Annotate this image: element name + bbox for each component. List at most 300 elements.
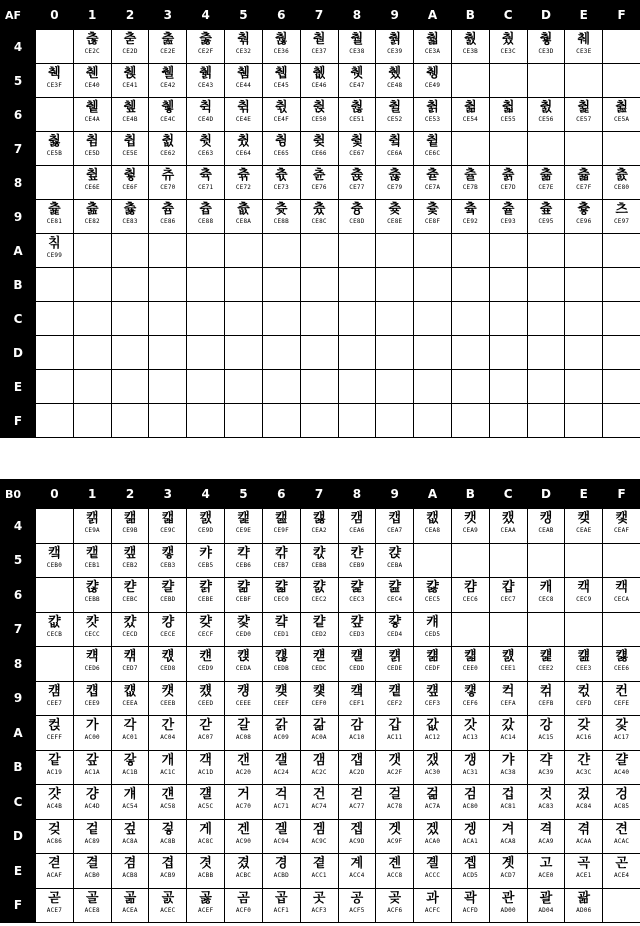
char-cell [603,819,640,854]
table-row [1,681,640,716]
code-label: AC77 [349,803,365,810]
hangul-glyph: 췻 [199,134,212,149]
code-label: ACE4 [613,872,630,879]
code-label: AC14 [500,734,516,741]
hangul-glyph: 걱 [275,787,288,802]
char-cell [262,854,300,889]
hangul-glyph: 췿 [350,134,364,149]
char-cell [300,64,338,98]
code-label: CE76 [311,184,327,191]
code-label: CE53 [424,116,441,123]
code-label: CE57 [576,116,592,123]
hangul-glyph: 캝 [237,511,250,526]
code-label: CE3B [462,48,478,55]
hangul-glyph: 캼 [464,580,477,595]
char-cell [376,509,414,544]
code-label: CEC2 [311,596,327,603]
empty-cell [527,64,565,98]
empty-cell [376,336,414,370]
code-label: CEBA [387,561,403,569]
hangul-glyph: 괆 [577,890,591,906]
char-cell [225,819,263,854]
code-label: CE8F [424,218,441,225]
char-cell [338,716,376,751]
empty-cell [527,132,565,166]
char-cell [527,647,565,682]
code-label: ACD5 [462,872,478,879]
hangul-glyph: 컝 [237,683,250,699]
empty-cell [603,336,640,370]
code-label: AC8A [122,837,138,845]
hangul-glyph: 건 [312,787,326,802]
table-row [1,98,640,132]
code-label: AC4B [46,803,63,810]
code-label: CEAE [576,527,592,534]
hangul-glyph: 겟 [388,821,401,837]
hangul-glyph: 컊 [123,649,137,664]
hangul-glyph: 곱 [275,890,288,906]
char-cell [111,750,149,785]
empty-cell [73,404,111,438]
hangul-glyph: 겼 [237,856,250,871]
hangul-glyph: 캭 [237,545,250,561]
empty-cell [451,268,489,302]
hangul-glyph: 캵 [199,580,212,595]
code-label: CEB1 [84,561,100,569]
code-label: CEED [198,699,214,707]
hangul-glyph: 췠 [388,66,401,81]
row-header: E [1,854,36,889]
hangul-glyph: 겔 [275,821,288,837]
char-cell [149,509,187,544]
char-cell [111,785,149,820]
hangul-glyph: 곽 [464,890,477,906]
char-cell [603,578,640,613]
char-cell [603,509,640,544]
column-header: F [603,480,640,509]
empty-cell [603,234,640,268]
code-label: CEC5 [424,596,441,603]
empty-cell [603,268,640,302]
code-label: CE54 [462,116,478,123]
empty-cell [603,543,640,578]
code-label: CE3C [500,48,516,55]
char-cell [414,888,452,923]
char-cell [338,30,376,64]
code-label: CE7F [576,184,592,191]
char-cell [489,647,527,682]
table-row [1,30,640,64]
hangul-glyph: 컌 [199,649,212,664]
char-cell [73,647,111,682]
hangul-glyph: 걘 [161,787,175,802]
hangul-glyph: 캷 [275,580,288,595]
char-cell [262,785,300,820]
char-cell [414,716,452,751]
char-cell [187,716,225,751]
char-cell [73,543,111,578]
code-label: CE8B [273,218,289,225]
char-cell [414,200,452,234]
hangul-glyph: 춶 [275,32,288,47]
char-cell [225,509,263,544]
hangul-glyph: 췵 [577,100,591,115]
char-cell [73,854,111,889]
code-label: AC85 [613,803,630,810]
empty-cell [527,268,565,302]
empty-cell [565,268,603,302]
empty-cell [262,370,300,404]
hangul-glyph: 츐 [615,168,628,183]
char-cell [225,64,263,98]
hangul-glyph: 걸 [388,787,401,802]
char-cell [565,578,603,613]
code-label: CE3E [576,48,592,55]
column-header: 0 [36,480,74,509]
empty-cell [565,612,603,647]
hangul-glyph: 곡 [577,856,591,871]
char-cell [111,64,149,98]
hangul-glyph: 겉 [85,821,99,837]
empty-cell [111,404,149,438]
hangul-glyph: 걀 [615,752,628,768]
char-cell [111,200,149,234]
hangul-glyph: 거 [237,787,250,802]
char-cell [527,819,565,854]
code-label: CE9C [160,527,176,534]
row-header: E [1,370,36,404]
hangul-glyph: 캸 [312,580,326,595]
char-cell [338,647,376,682]
empty-cell [603,370,640,404]
row-header: D [1,819,36,854]
char-cell [36,132,74,166]
hangul-glyph: 컎 [275,649,288,664]
empty-cell [489,234,527,268]
code-label: CE86 [160,218,176,225]
code-label: CEB9 [349,561,365,569]
empty-cell [149,302,187,336]
code-label: CEE6 [613,665,630,672]
char-cell [149,785,187,820]
code-label: ACAA [576,837,592,845]
char-cell [36,750,74,785]
code-label: CEDF [424,665,441,672]
hangul-glyph: 겝 [350,821,364,837]
code-label: CE6C [424,150,441,157]
char-cell [111,819,149,854]
char-cell [565,681,603,716]
table-row [1,785,640,820]
empty-cell [225,234,263,268]
empty-cell [489,268,527,302]
hangul-glyph: 겯 [48,856,61,871]
char-cell [338,543,376,578]
char-cell [111,166,149,200]
hangul-glyph: 캱 [388,545,401,561]
char-cell [527,200,565,234]
char-cell [451,647,489,682]
code-label: AC86 [46,837,63,845]
char-cell [527,750,565,785]
empty-cell [451,336,489,370]
row-header: 7 [1,132,36,166]
hangul-glyph: 췴 [539,100,553,115]
hangul-glyph: 캤 [501,511,515,526]
table-row [1,543,640,578]
code-label: ACEA [122,906,138,914]
empty-cell [451,234,489,268]
hangul-glyph: 춢 [161,32,175,47]
char-cell [603,750,640,785]
char-cell [489,509,527,544]
code-label: CE49 [424,82,441,89]
empty-cell [225,370,263,404]
row-header: 8 [1,166,36,200]
char-cell [376,132,414,166]
code-label: CE44 [235,82,252,89]
empty-cell [111,336,149,370]
code-label: ACBB [198,872,214,879]
hangul-glyph: 츃 [123,168,137,183]
hangul-glyph: 츆 [237,168,250,183]
empty-cell [414,370,452,404]
char-cell [414,785,452,820]
hangul-glyph: 캩 [85,545,99,561]
hangul-glyph: 츈 [312,168,326,183]
char-cell [187,647,225,682]
empty-cell [414,336,452,370]
hangul-glyph: 췌 [577,32,591,47]
code-label: CE2C [84,48,100,55]
hangul-glyph: 츌 [464,168,477,183]
code-label: AC9C [311,837,327,845]
char-cell [451,200,489,234]
char-cell [565,750,603,785]
hangul-glyph: 츊 [388,168,401,183]
empty-cell [489,612,527,647]
code-label: AC3C [576,768,592,776]
char-cell [149,30,187,64]
char-cell [111,647,149,682]
empty-cell [262,336,300,370]
code-label: CEB0 [46,561,63,569]
table-row [1,578,640,613]
hangul-glyph: 걔 [123,787,137,802]
char-cell [187,509,225,544]
empty-cell [225,404,263,438]
char-cell [489,785,527,820]
hangul-glyph: 곕 [464,856,477,871]
table-row [1,302,640,336]
code-label: CECC [84,630,100,638]
hangul-glyph: 췼 [237,134,250,149]
empty-cell [603,404,640,438]
code-label: AC17 [613,734,630,741]
char-cell [489,30,527,64]
code-label: AC70 [235,803,252,810]
empty-cell [527,543,565,578]
column-header: 9 [376,480,414,509]
char-cell [603,785,640,820]
char-cell [300,30,338,64]
hangul-glyph: 츏 [577,168,591,183]
hangul-glyph: 캽 [501,580,515,595]
hangul-glyph: 칚 [48,236,61,251]
empty-cell [36,509,74,544]
char-cell [300,647,338,682]
column-header: C [489,1,527,30]
char-cell [300,98,338,132]
char-cell [262,200,300,234]
hangul-glyph: 가 [85,718,99,733]
code-label: AD06 [576,906,592,914]
code-label: CE4E [235,116,252,123]
table-row [1,819,640,854]
char-cell [376,30,414,64]
code-label: AC30 [424,768,441,776]
char-cell [338,132,376,166]
char-cell [111,98,149,132]
char-cell [376,647,414,682]
hangul-glyph: 컣 [464,683,477,699]
table-row [1,509,640,544]
code-label: CE92 [462,218,478,225]
empty-cell [73,234,111,268]
column-header: 4 [187,480,225,509]
code-label: CEB7 [273,561,289,569]
char-cell [300,854,338,889]
empty-cell [36,578,74,613]
code-label: CED0 [235,630,252,638]
code-grid [0,0,640,438]
hangul-glyph: 춛 [123,32,137,47]
empty-cell [489,404,527,438]
table-row [1,750,640,785]
code-label: CE50 [311,116,327,123]
hangul-glyph: 곬 [161,890,175,906]
hangul-glyph: 갗 [615,718,628,733]
char-cell [73,578,111,613]
char-cell [338,64,376,98]
hangul-glyph: 췞 [312,66,326,81]
hangul-glyph: 츑 [48,202,61,217]
char-cell [36,681,74,716]
hangul-glyph: 곤 [615,856,628,871]
hangul-glyph: 췧 [161,100,175,115]
char-cell [187,64,225,98]
code-label: ACBC [235,872,252,879]
column-header: 1 [73,1,111,30]
char-cell [451,30,489,64]
hangul-glyph: 캰 [350,545,364,561]
code-label: CE40 [84,82,100,89]
code-label: ACE0 [538,872,554,879]
empty-cell [565,234,603,268]
char-cell [565,785,603,820]
char-cell [187,132,225,166]
hangul-glyph: 게 [199,821,212,837]
char-cell [73,716,111,751]
char-cell [338,166,376,200]
hangul-glyph: 춲 [237,32,250,47]
hangul-glyph: 캨 [48,545,61,561]
empty-cell [111,370,149,404]
empty-cell [300,234,338,268]
hangul-glyph: 췄 [501,32,515,47]
empty-cell [36,370,74,404]
code-label: CEFA [500,699,516,707]
char-cell [603,98,640,132]
char-cell [603,200,640,234]
hangul-glyph: 췭 [312,100,326,115]
empty-cell [187,268,225,302]
hangul-glyph: 컇 [388,614,401,630]
code-label: CE4A [84,116,100,123]
hangul-glyph: 컑 [388,649,401,664]
char-cell [414,509,452,544]
code-label: CEEB [160,699,176,707]
empty-cell [36,404,74,438]
char-cell [300,200,338,234]
char-cell [225,578,263,613]
char-cell [565,200,603,234]
table-row [1,854,640,889]
char-cell [225,716,263,751]
code-label: AC20 [235,768,252,776]
code-label: CE7B [462,184,478,191]
char-cell [225,612,263,647]
hangul-glyph: 춻 [426,32,439,47]
code-label: CE4C [160,116,176,123]
code-label: CE72 [235,184,252,191]
hangul-glyph: 컡 [388,683,401,699]
code-label: CE38 [349,48,365,55]
empty-cell [489,64,527,98]
table-row [1,64,640,98]
code-label: CE95 [538,218,554,225]
hangul-glyph: 겐 [237,821,250,837]
char-cell [376,681,414,716]
empty-cell [225,268,263,302]
code-label: CE7A [424,184,441,191]
hangul-glyph: 췍 [48,66,61,81]
hangul-glyph: 갬 [312,752,326,768]
code-label: CE36 [273,48,289,55]
char-cell [187,98,225,132]
code-label: CE9A [84,527,100,534]
hangul-glyph: 캐 [539,580,553,595]
code-label: AC19 [46,768,63,776]
char-cell [262,750,300,785]
code-label: CE66 [311,150,327,157]
empty-cell [262,302,300,336]
char-cell [73,166,111,200]
empty-cell [527,234,565,268]
hangul-glyph: 츘 [312,202,326,217]
empty-cell [262,404,300,438]
code-label: CE2D [122,48,138,55]
code-label: CE6F [122,184,138,191]
char-cell [414,578,452,613]
code-label: ACD7 [500,872,516,879]
char-cell [187,681,225,716]
hangul-glyph: 갯 [388,752,401,768]
code-label: CEF6 [462,699,478,707]
empty-cell [73,370,111,404]
char-cell [451,166,489,200]
char-cell [225,166,263,200]
